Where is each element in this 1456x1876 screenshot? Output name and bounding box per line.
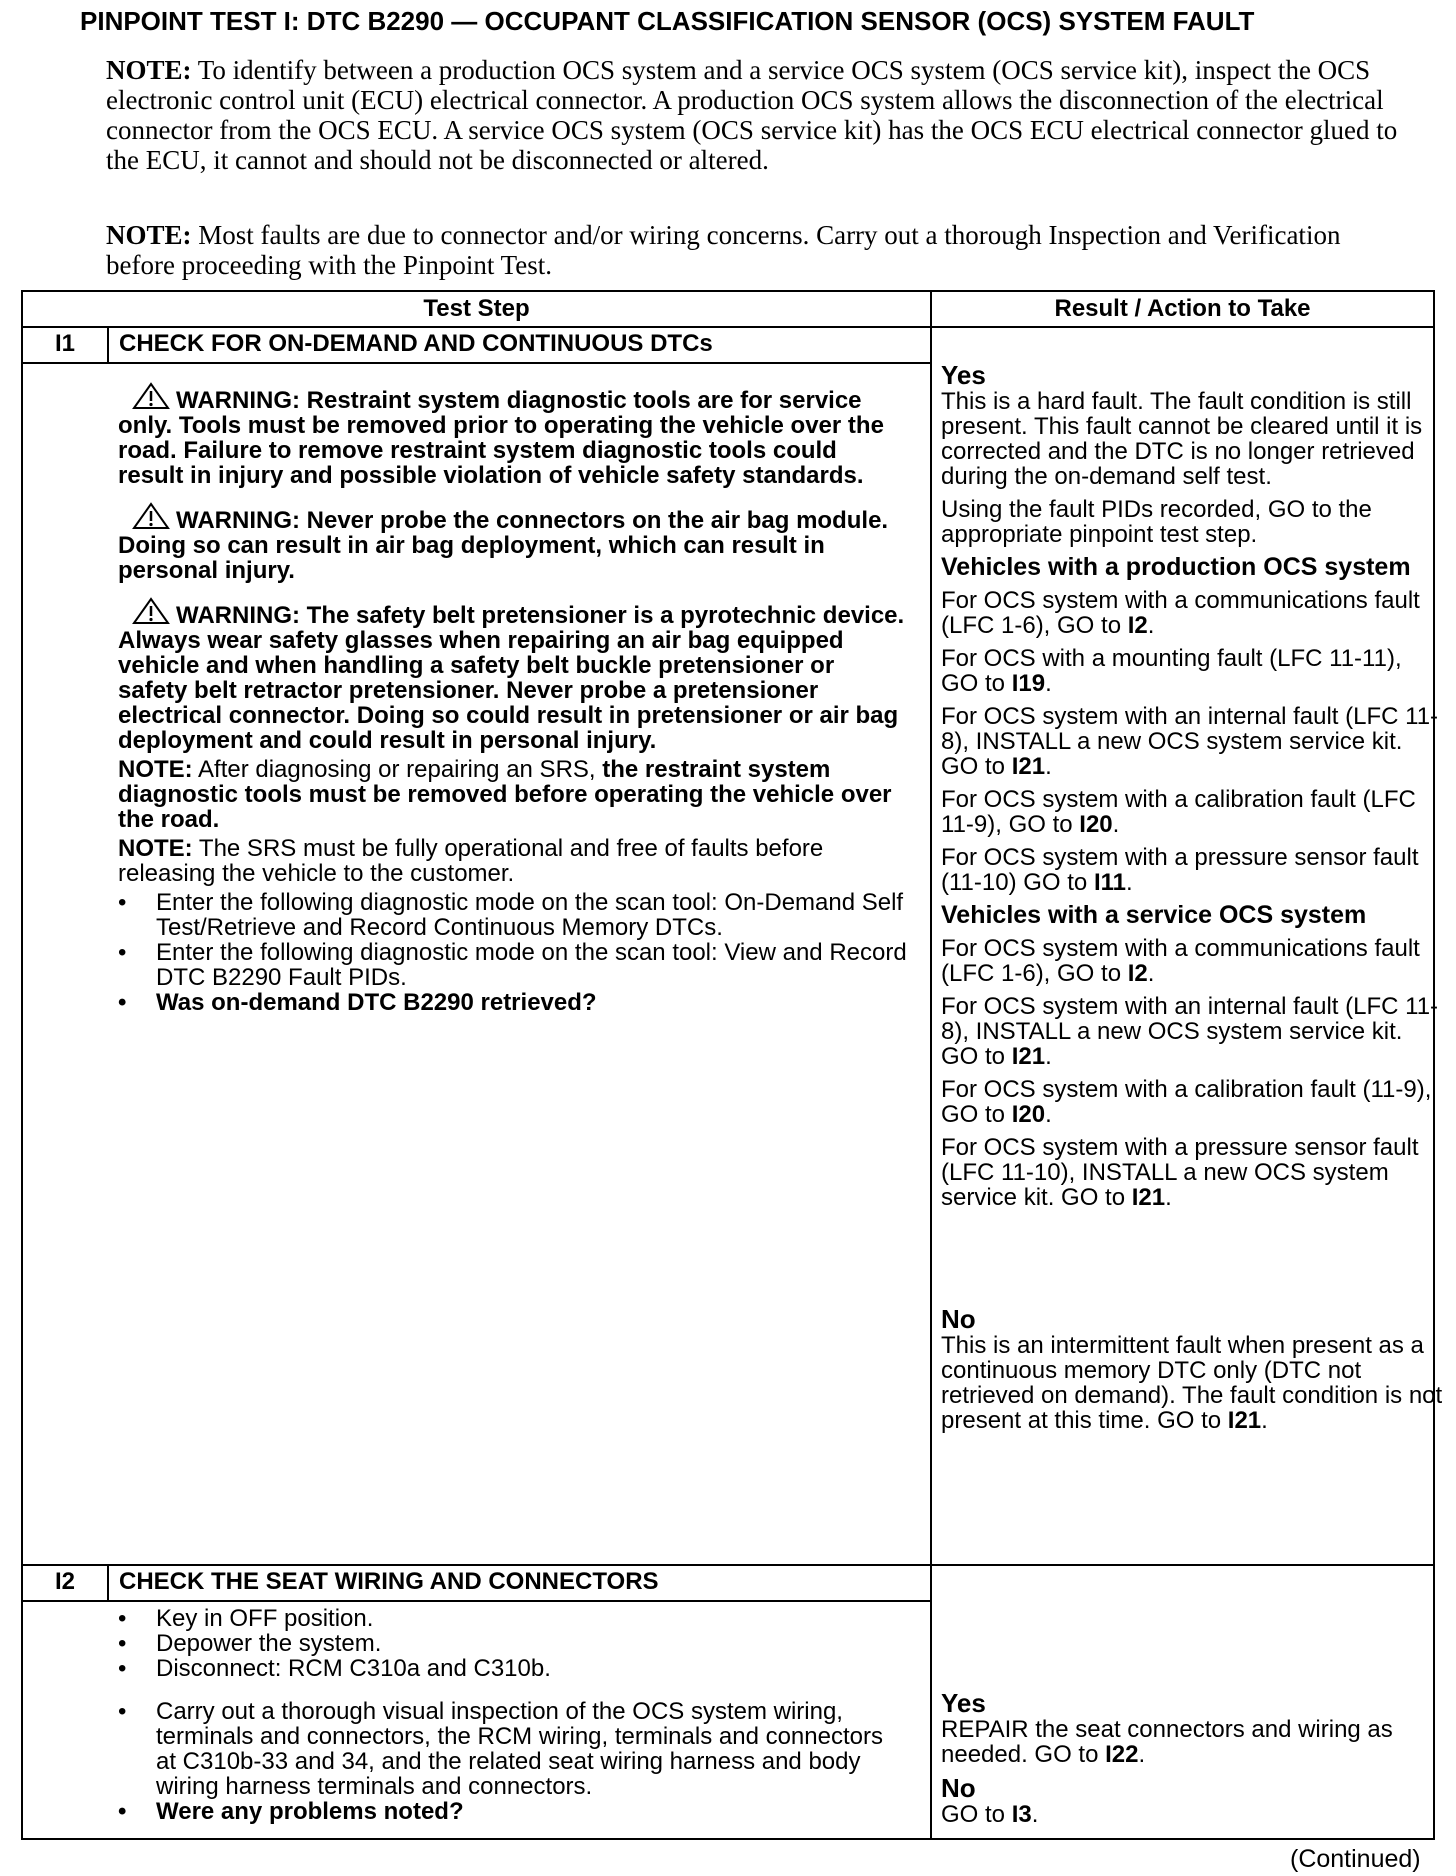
production-ocs-heading: Vehicles with a production OCS system bbox=[941, 553, 1411, 581]
list-item: • Enter the following diagnostic mode on the scan tool: On-Demand Self Test/Retrieve and Record Continuous Memory DTCs. bbox=[118, 890, 908, 940]
note-label: NOTE: bbox=[106, 55, 192, 85]
list-item: • Key in OFF position. bbox=[118, 1606, 908, 1631]
no-label: No bbox=[941, 1304, 976, 1334]
step-i1-body bbox=[118, 382, 908, 1015]
note-remove-tools: NOTE: After diagnosing or repairing an SRS, the restraint system diagnostic tools must be removed before operating the vehicle over the road. bbox=[118, 756, 892, 833]
result-text: Using the fault PIDs recorded, GO to the appropriate pinpoint test step. bbox=[941, 496, 1372, 548]
note-text: To identify between a production OCS system and a service OCS system (OCS service kit), inspect the OCS electronic control unit (ECU) electrical connector. A production OCS system allows the disconnection of the electrical connector from the OCS ECU. A service OCS system (OCS service kit) has the OCS ECU electrical connector glued to the ECU, it cannot and should not be disconnected or altered. bbox=[106, 55, 1398, 175]
header-result-action: Result / Action to Take bbox=[1054, 295, 1311, 322]
service-ocs-heading: Vehicles with a service OCS system bbox=[941, 901, 1367, 929]
warning-pretensioner: WARNING: The safety belt pretensioner is a pyrotechnic device. Always wear safety glasses when repairing an air bag equipped vehicle and when handling a safety belt buckle pretensioner or safety belt retractor pretensioner. Never probe a pretensioner electrical connector. Doing so could result in pretensioner or air bag deployment and could result in personal injury. bbox=[118, 597, 908, 753]
note-faults bbox=[106, 220, 1406, 280]
note-srs-operational: NOTE: The SRS must be fully operational and free of faults before releasing the vehicle to the customer. bbox=[118, 835, 824, 887]
warning-diagnostic-tools: WARNING: Restraint system diagnostic tools are for service only. Tools must be removed prior to operating the vehicle over the road. Failure to remove restraint system diagnostic tools could result in injury and possible violation of vehicle safety standards. bbox=[118, 382, 908, 488]
page-title: PINPOINT TEST I: DTC B2290 — OCCUPANT CLASSIFICATION SENSOR (OCS) SYSTEM FAULT bbox=[80, 6, 1255, 36]
result-item: For OCS system with a communications fault (LFC 1-6), GO to I2. bbox=[941, 935, 1420, 987]
column-divider bbox=[930, 292, 932, 1838]
warning-triangle-icon bbox=[132, 502, 170, 530]
step-i2-id-divider bbox=[107, 1564, 109, 1600]
step-i2-id: I2 bbox=[54, 1568, 75, 1595]
note-ocs-identify bbox=[106, 55, 1406, 175]
step-i2-heading: CHECK THE SEAT WIRING AND CONNECTORS bbox=[119, 1568, 659, 1595]
note-label: NOTE: bbox=[106, 220, 192, 250]
note-text: Most faults are due to connector and/or wiring concerns. Carry out a thorough Inspection and Verification before proceeding with the Pinpoint Test. bbox=[106, 220, 1341, 280]
step-i1-results bbox=[941, 362, 1443, 1218]
yes-label: Yes bbox=[941, 360, 986, 390]
step-i1-id: I1 bbox=[54, 330, 75, 357]
warning-triangle-icon bbox=[132, 382, 170, 410]
pinpoint-table bbox=[21, 290, 1443, 1840]
result-text: GO to I3. bbox=[941, 1801, 1039, 1828]
list-item: • Carry out a thorough visual inspection of the OCS system wiring, terminals and connectors, the RCM wiring, terminals and connectors at C310b-33 and 34, and the related seat wiring harness and body wiring harness terminals and connectors. bbox=[118, 1699, 908, 1799]
step-i2-results bbox=[941, 1690, 1443, 1835]
result-item: For OCS with a mounting fault (LFC 11-11), GO to I19. bbox=[941, 645, 1402, 697]
warning-air-bag-module: WARNING: Never probe the connectors on the air bag module. Doing so can result in air bag deployment, which can result in personal injury. bbox=[118, 502, 908, 583]
step-i1-no-result bbox=[941, 1306, 1443, 1441]
step-i2-top bbox=[23, 1564, 1433, 1566]
list-item: • Depower the system. bbox=[118, 1631, 908, 1656]
header-test-step: Test Step bbox=[423, 295, 530, 322]
result-item: For OCS system with an internal fault (LFC 11-8), INSTALL a new OCS system service kit. GO to I21. bbox=[941, 703, 1439, 780]
result-item: For OCS system with a calibration fault (11-9), GO to I20. bbox=[941, 1076, 1432, 1128]
step-i1-header-bottom bbox=[23, 362, 931, 364]
yes-label: Yes bbox=[941, 1688, 986, 1718]
continued-label: (Continued) bbox=[1290, 1845, 1421, 1873]
result-item: For OCS system with a communications fault (LFC 1-6), GO to I2. bbox=[941, 587, 1420, 639]
result-item: For OCS system with a pressure sensor fault (LFC 11-10), INSTALL a new OCS system service kit. GO to I21. bbox=[941, 1134, 1419, 1211]
result-item: For OCS system with a pressure sensor fault (11-10) GO to I11. bbox=[941, 844, 1419, 896]
step-i1-id-divider bbox=[107, 326, 109, 362]
step-i1-question: • Was on-demand DTC B2290 retrieved? bbox=[118, 990, 908, 1015]
step-i2-header-bottom bbox=[23, 1600, 931, 1602]
warning-triangle-icon bbox=[132, 597, 170, 625]
result-item: For OCS system with a calibration fault (LFC 11-9), GO to I20. bbox=[941, 786, 1416, 838]
result-text: This is a hard fault. The fault condition is still present. This fault cannot be cleared until it is corrected and the DTC is no longer retrieved during the on-demand self test. bbox=[941, 388, 1423, 490]
result-item: For OCS system with an internal fault (LFC 11-8), INSTALL a new OCS system service kit. GO to I21. bbox=[941, 993, 1439, 1070]
result-text: This is an intermittent fault when present as a continuous memory DTC only (DTC not retrieved on demand). The fault condition is not present at this time. GO to I21. bbox=[941, 1332, 1443, 1434]
step-i2-body bbox=[118, 1606, 908, 1824]
no-label: No bbox=[941, 1773, 976, 1803]
result-text: REPAIR the seat connectors and wiring as needed. GO to I22. bbox=[941, 1716, 1393, 1768]
step-i1-heading: CHECK FOR ON-DEMAND AND CONTINUOUS DTCs bbox=[119, 330, 713, 357]
step-i2-instructions bbox=[118, 1606, 908, 1824]
list-item: • Enter the following diagnostic mode on the scan tool: View and Record DTC B2290 Fault PIDs. bbox=[118, 940, 908, 990]
step-i2-question: • Were any problems noted? bbox=[118, 1799, 908, 1824]
step-i1-instructions bbox=[118, 890, 908, 1015]
list-item: • Disconnect: RCM C310a and C310b. bbox=[118, 1656, 908, 1681]
header-divider bbox=[23, 326, 1433, 328]
